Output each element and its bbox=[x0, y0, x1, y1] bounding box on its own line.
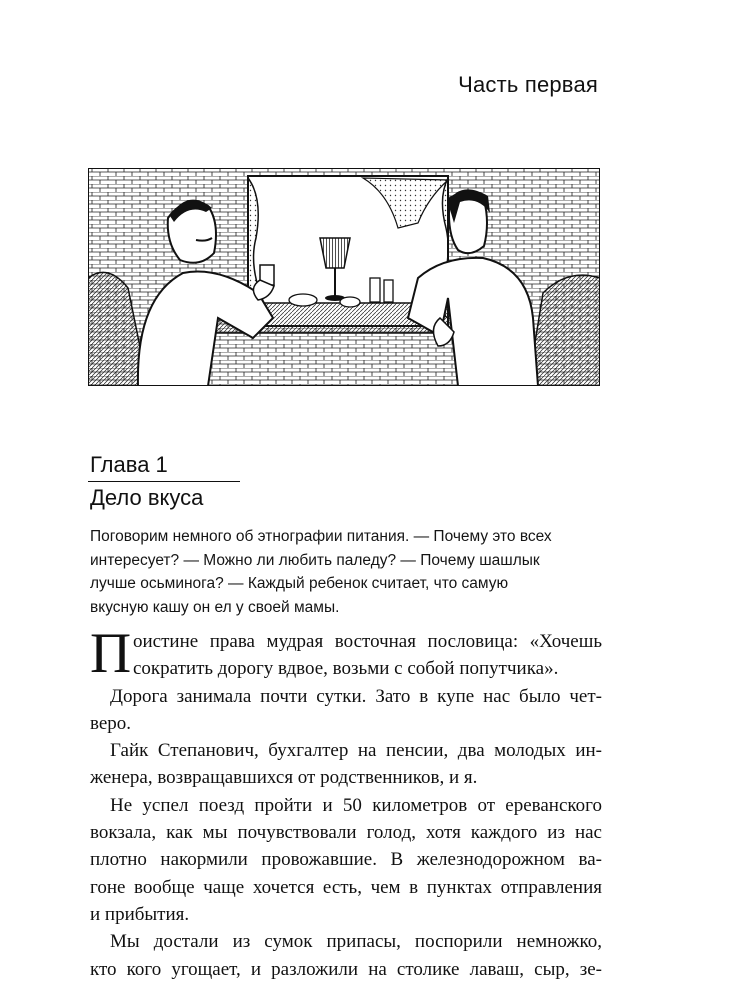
text-line: плотно накормили провожавшие. В железнодорожном ва- bbox=[90, 849, 602, 871]
summary-line: лучше осьминога? — Каждый ребенок считает, что самую bbox=[90, 575, 509, 592]
text-line: Гайк Степанович, бухгалтер на пенсии, два молодых ин- bbox=[110, 740, 602, 762]
text-line: Мы достали из сумок припасы, поспорили немножко, bbox=[110, 931, 602, 953]
text-line: сократить дорогу вдвое, возьми с собой попутчика». bbox=[133, 658, 559, 680]
summary-line: вкусную кашу он ел у своей мамы. bbox=[90, 598, 340, 616]
drop-cap: П bbox=[90, 622, 132, 685]
paragraph bbox=[90, 928, 602, 983]
text-line: Не успел поезд пройти и 50 километров от ереванского bbox=[110, 794, 602, 816]
train-compartment-illustration bbox=[88, 168, 600, 386]
paragraph bbox=[90, 622, 602, 685]
paragraph bbox=[90, 737, 602, 792]
text-line: веро. bbox=[90, 712, 132, 734]
text-line: женера, возвращавшихся от родственников, и я. bbox=[90, 767, 478, 789]
paragraph bbox=[90, 683, 602, 738]
text-line: и прибытия. bbox=[90, 903, 190, 925]
text-line: оистине права мудрая восточная пословица: «Хочешь bbox=[133, 631, 602, 652]
chapter-summary bbox=[90, 525, 610, 619]
text-line: гоне вообще чаще хочется есть, чем в пунктах отправления bbox=[90, 876, 602, 898]
chapter-number: Глава 1 bbox=[90, 452, 168, 477]
chapter-title: Дело вкуса bbox=[90, 485, 204, 510]
paragraph bbox=[90, 792, 602, 928]
chapter-body bbox=[90, 622, 602, 983]
part-title: Часть первая bbox=[458, 72, 598, 97]
text-line: Дорога занимала почти сутки. Зато в купе нас было чет- bbox=[110, 685, 602, 707]
text-line: вокзала, как мы почувствовали голод, хотя каждого из нас bbox=[90, 822, 602, 844]
summary-line: интересует? — Можно ли любить паледу? — Почему шашлык bbox=[90, 551, 540, 569]
text-line: кто кого угощает, и разложили на столике лаваш, сыр, зе- bbox=[90, 958, 602, 980]
summary-line: Поговорим немного об этнографии питания. — Почему это всех bbox=[90, 528, 552, 545]
chapter-divider bbox=[88, 481, 240, 482]
